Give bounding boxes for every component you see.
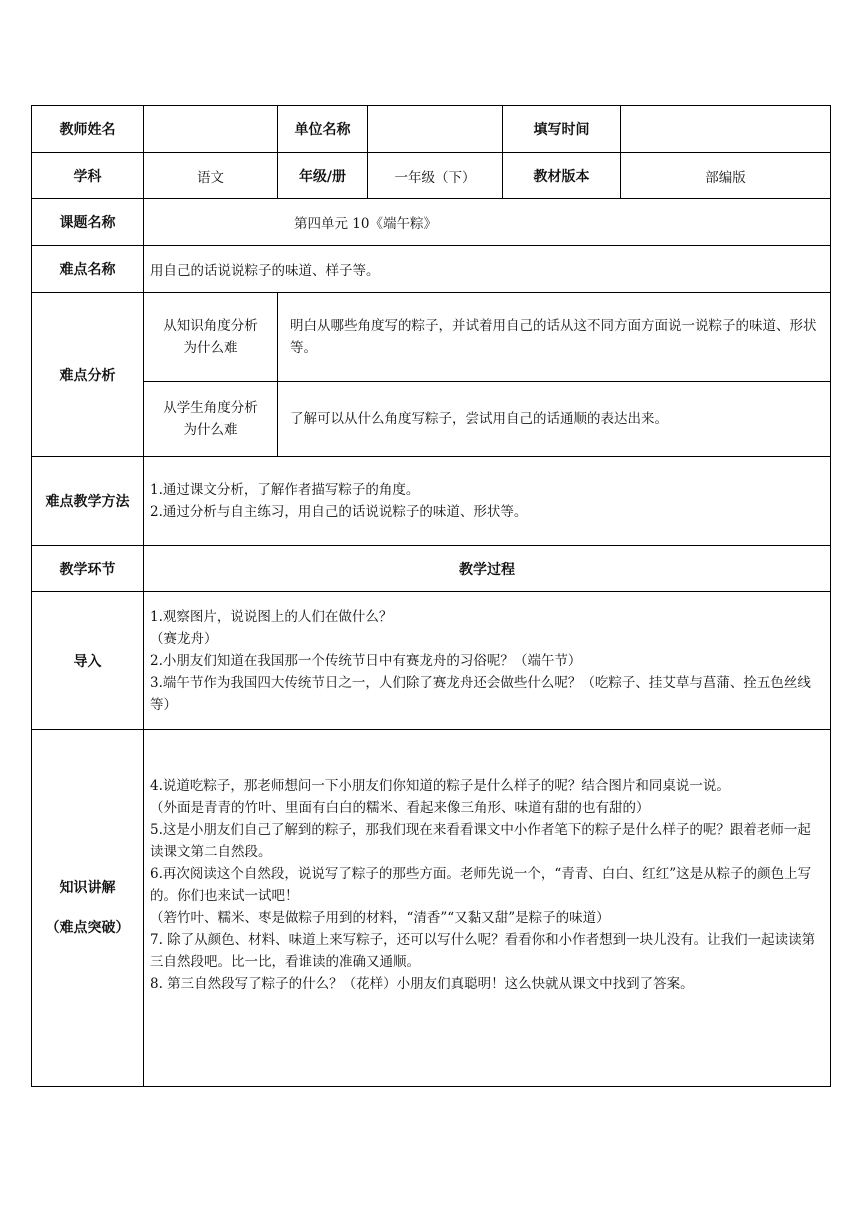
knowledge-label-line-2: （难点突破） bbox=[45, 920, 130, 936]
teaching-step-label: 教学环节 bbox=[32, 546, 144, 592]
knowledge-label-line-1: 知识讲解 bbox=[59, 880, 116, 896]
analysis-student-row bbox=[32, 382, 831, 457]
method-text bbox=[144, 457, 831, 546]
intro-line-4: 3.端午节作为我国四大传统节日之一，人们除了赛龙舟还会做些什么呢？（吃粽子、挂艾草与菖蒲、拴五色丝线等） bbox=[150, 674, 811, 713]
knowledge-angle-text: 明白从哪些角度写的粽子，并试着用自己的话从这不同方面方面说一说粽子的味道、形状等。 bbox=[278, 293, 831, 382]
teacher-name-label: 教师姓名 bbox=[32, 106, 144, 153]
topic-label: 课题名称 bbox=[32, 199, 144, 246]
fill-time-value bbox=[621, 106, 831, 153]
knowledge-angle-label bbox=[144, 293, 278, 382]
method-row bbox=[32, 457, 831, 546]
knowledge-row bbox=[32, 730, 831, 1087]
unit-name-label: 单位名称 bbox=[278, 106, 368, 153]
analysis-knowledge-row bbox=[32, 293, 831, 382]
student-angle-label-line-1: 从学生角度分析 bbox=[163, 400, 258, 416]
intro-line-3: 2.小朋友们知道在我国那一个传统节日中有赛龙舟的习俗呢？（端午节） bbox=[150, 652, 582, 669]
knowledge-line-4-answer: （外面是青青的竹叶、里面有白白的糯米、看起来像三角形、味道有甜的也有甜的） bbox=[150, 800, 650, 816]
knowledge-text bbox=[144, 730, 831, 1087]
intro-line-2: （赛龙舟） bbox=[150, 630, 218, 647]
fill-time-label: 填写时间 bbox=[503, 106, 621, 153]
method-label: 难点教学方法 bbox=[32, 457, 144, 546]
intro-label: 导入 bbox=[32, 592, 144, 730]
knowledge-line-6: 6.再次阅读这个自然段，说说写了粽子的那些方面。老师先说一个，“青青、白白、红红”这是从粽子的颜色上写的。你们也来试一试吧！ bbox=[150, 866, 812, 904]
student-angle-label-line-2: 为什么难 bbox=[183, 422, 238, 438]
student-angle-text: 了解可以从什么角度写粽子，尝试用自己的话通顺的表达出来。 bbox=[278, 382, 831, 457]
difficulty-row bbox=[32, 246, 831, 293]
process-header-row bbox=[32, 546, 831, 592]
teaching-process-label: 教学过程 bbox=[144, 546, 831, 592]
topic-row bbox=[32, 199, 831, 246]
student-angle-label bbox=[144, 382, 278, 457]
method-line-1: 1.通过课文分析，了解作者描写粽子的角度。 bbox=[150, 482, 420, 498]
knowledge-line-7: 7. 除了从颜色、材料、味道上来写粽子，还可以写什么呢？看看你和小作者想到一块儿没有。让我们一起读读第三自然段吧。比一比，看谁读的准确又通顺。 bbox=[150, 932, 816, 970]
difficulty-label: 难点名称 bbox=[32, 246, 144, 293]
header-row bbox=[32, 106, 831, 153]
knowledge-line-5: 5.这是小朋友们自己了解到的粽子，那我们现在来看看课文中小作者笔下的粽子是什么样子的呢？跟着老师一起读课文第二自然段。 bbox=[150, 822, 811, 860]
knowledge-line-8: 8. 第三自然段写了粽子的什么？（花样）小朋友们真聪明！这么快就从课文中找到了答案。 bbox=[150, 976, 694, 992]
knowledge-label bbox=[32, 730, 144, 1087]
knowledge-angle-label-line-2: 为什么难 bbox=[183, 340, 238, 356]
unit-name-value bbox=[368, 106, 503, 153]
subject-label: 学科 bbox=[32, 153, 144, 199]
knowledge-angle-label-line-1: 从知识角度分析 bbox=[163, 318, 258, 334]
analysis-label: 难点分析 bbox=[32, 293, 144, 457]
topic-value: 第四单元 10《端午粽》 bbox=[144, 199, 831, 246]
intro-line-1: 1.观察图片，说说图上的人们在做什么？ bbox=[150, 608, 393, 625]
subject-row bbox=[32, 153, 831, 199]
grade-label: 年级/册 bbox=[278, 153, 368, 199]
intro-row bbox=[32, 592, 831, 730]
knowledge-line-4: 4.说道吃粽子，那老师想问一下小朋友们你知道的粽子是什么样子的呢？结合图片和同桌说一说。 bbox=[150, 778, 730, 794]
subject-value: 语文 bbox=[144, 153, 278, 199]
knowledge-line-6-answer: （箬竹叶、糯米、枣是做粽子用到的材料，“清香”“又黏又甜”是粽子的味道） bbox=[150, 910, 610, 926]
edition-label: 教材版本 bbox=[503, 153, 621, 199]
teacher-name-value bbox=[144, 106, 278, 153]
grade-value: 一年级（下） bbox=[368, 153, 503, 199]
intro-text bbox=[144, 592, 831, 730]
difficulty-value: 用自己的话说说粽子的味道、样子等。 bbox=[144, 246, 831, 293]
lesson-plan-table bbox=[31, 105, 831, 1087]
edition-value: 部编版 bbox=[621, 153, 831, 199]
method-line-2: 2.通过分析与自主练习，用自己的话说说粽子的味道、形状等。 bbox=[150, 504, 528, 520]
